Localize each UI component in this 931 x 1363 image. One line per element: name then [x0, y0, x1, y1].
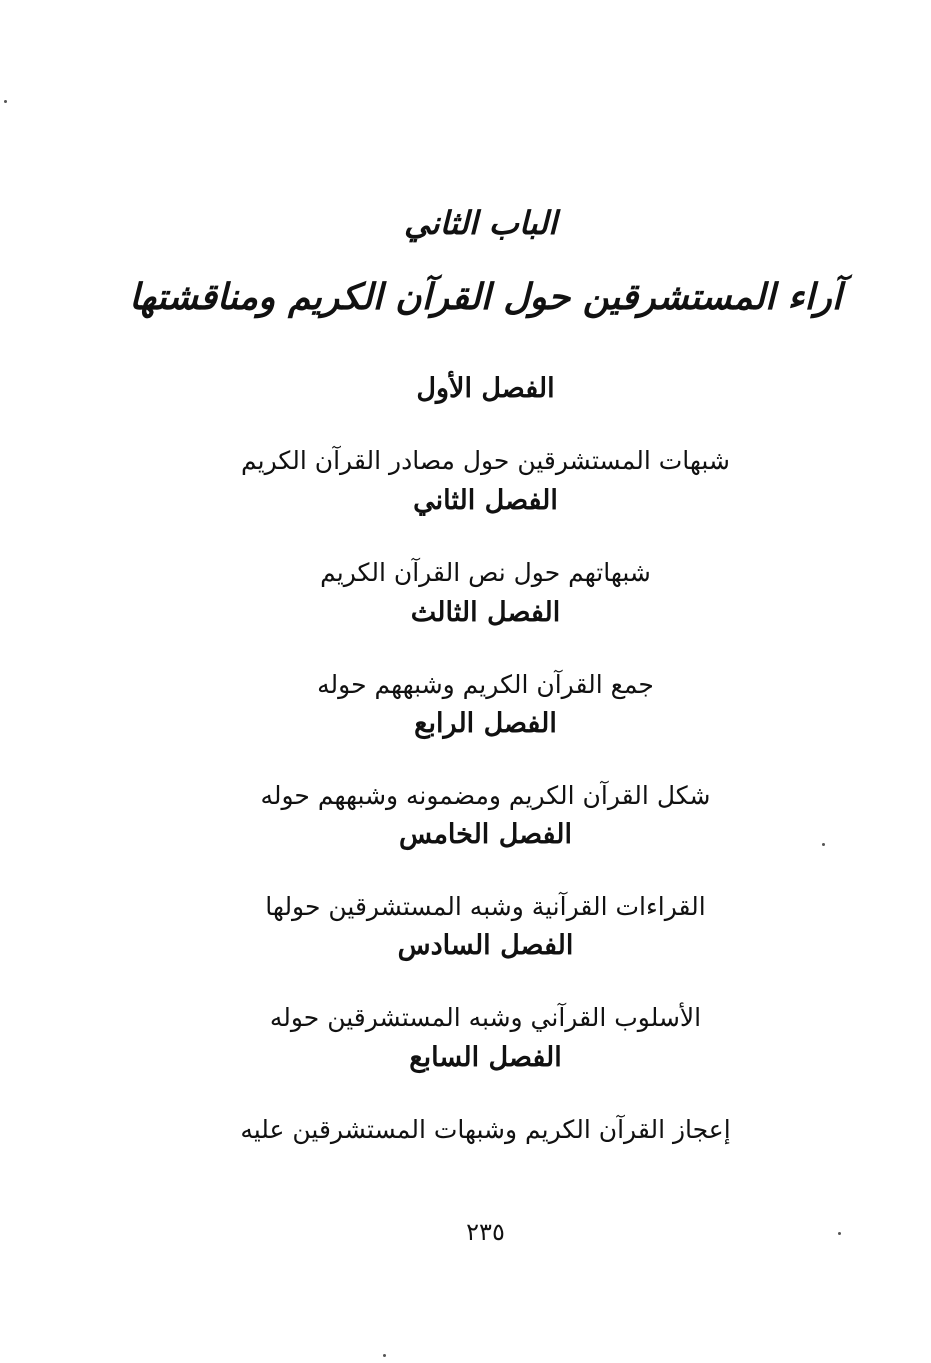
chapter-heading: الفصل السادس — [397, 930, 574, 961]
part-title: آراء المستشرقين حول القرآن الكريم ومناقشتها — [129, 276, 842, 318]
chapter-subtitle: جمع القرآن الكريم وشبههم حوله — [317, 670, 654, 699]
scan-speck — [838, 1232, 841, 1235]
chapter-subtitle: إعجاز القرآن الكريم وشبهات المستشرقين عليه — [240, 1115, 731, 1144]
chapter-entry — [0, 707, 931, 813]
chapter-entry — [0, 596, 931, 702]
chapter-subtitle: القراءات القرآنية وشبه المستشرقين حولها — [265, 892, 706, 921]
chapter-heading: الفصل الثاني — [413, 485, 558, 516]
chapter-entry — [0, 484, 931, 590]
chapter-heading: الفصل الثالث — [410, 597, 561, 628]
chapter-subtitle: الأسلوب القرآني وشبه المستشرقين حوله — [269, 1003, 702, 1032]
page-number: ٢٣٥ — [466, 1218, 505, 1246]
chapter-heading: الفصل الرابع — [414, 708, 557, 739]
chapter-subtitle: شبهات المستشرقين حول مصادر القرآن الكريم — [241, 446, 730, 475]
chapter-entry — [0, 372, 931, 478]
chapter-heading: الفصل السابع — [409, 1042, 562, 1073]
scan-speck — [822, 843, 825, 846]
chapter-subtitle: شكل القرآن الكريم ومضمونه وشبههم حوله — [260, 781, 711, 810]
chapter-subtitle: شبهاتهم حول نص القرآن الكريم — [320, 558, 651, 587]
chapter-heading: الفصل الخامس — [399, 819, 572, 850]
part-label: الباب الثاني — [404, 204, 557, 242]
scan-speck — [4, 100, 7, 103]
chapter-entry — [0, 1041, 931, 1147]
chapter-entry — [0, 929, 931, 1035]
chapter-entry — [0, 818, 931, 924]
chapter-heading: الفصل الأول — [416, 373, 555, 404]
scan-speck — [383, 1354, 386, 1357]
